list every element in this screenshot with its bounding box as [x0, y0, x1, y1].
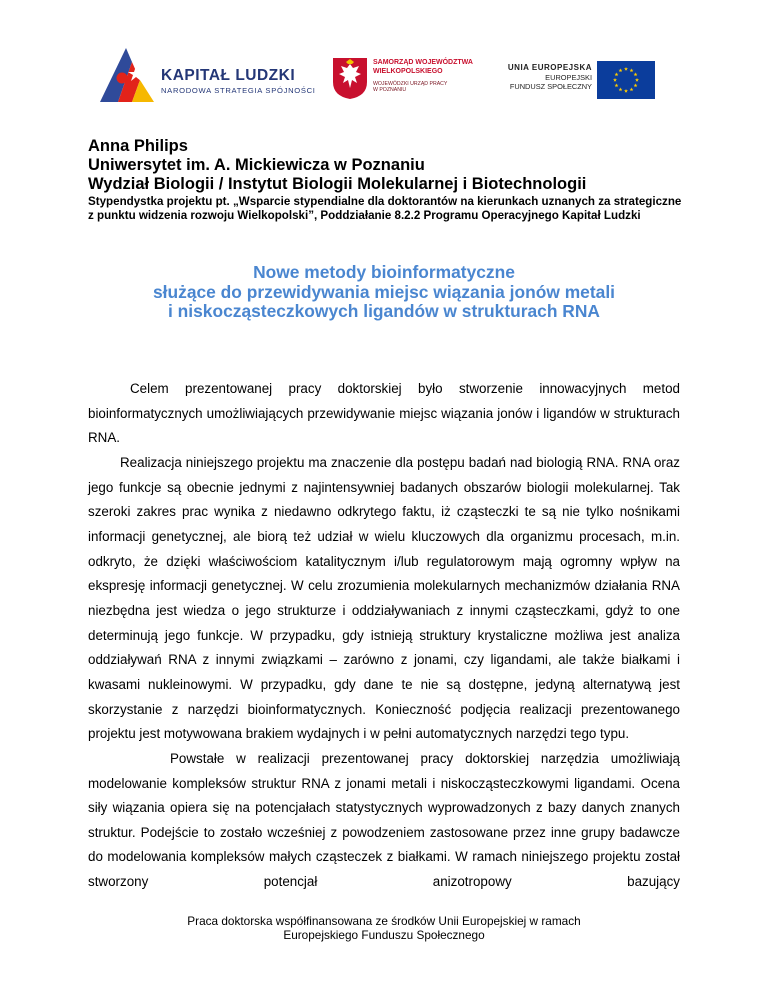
body-text [88, 377, 680, 895]
title-line2: służące do przewidywania miejsc wiązania jonów metali [153, 281, 615, 302]
samorzad-line1: SAMORZĄD WOJEWÓDZTWA [373, 59, 473, 66]
title-line3: i niskocząsteczkowych ligandów w strukturach RNA [168, 301, 600, 321]
paragraph-3: Powstałe w realizacji prezentowanej pracy doktorskiej narzędzia umożliwiają modelowanie kompleksów struktur RNA z jonami metali i niskocząsteczkowymi ligandami. Ocena siły wiązania opiera się na potencjałach statystycznych wyprowadzonych z bazy danych znanych struktur. Podejście to zostało wcześniej z powodzeniem zastosowane przez inne grupy badawcze do modelowania kompleksów małych cząsteczek z białkami. W ramach niniejszego projektu został stworzony potencjał anizotropowy bazujący [88, 750, 680, 890]
kapital-ludzki-title: KAPITAŁ LUDZKI [161, 67, 296, 84]
author-scholarship: Stypendystka projektu pt. „Wsparcie stypendialne dla doktorantów na kierunkach uznanych za strategiczne z punktu widzenia rozwoju Wielkopolski”, Poddziałanie 8.2.2 Programu Operacyjnego Kapitał Ludzki [88, 195, 682, 222]
eu-flag-icon [597, 61, 655, 99]
samorzad-subtitle [373, 81, 447, 93]
header-logos [0, 0, 768, 110]
paragraph-2: Realizacja niniejszego projektu ma znaczenie dla postępu badań nad biologią RNA. RNA oraz jego funkcje są obecnie jednymi z najintensywniej badanych obszarów biologii molekularnej. Tak szeroki zakres prac wynika z niedawno odkrytego faktu, iż cząsteczki te są nie tylko nośnikami informacji genetycznej, ale biorą też udział w wielu kluczowych dla organizmu procesach, m.in. odkryto, że dzięki właściwościom katalitycznym i/lub regulatorowym mają ogromny wpływ na ekspresję informacji genetycznej. W celu zrozumienia molekularnych mechanizmów działania RNA niezbędna jest wiedza o jego strukturze i oddziaływaniach z innymi cząsteczkami, gdyż to one determinują jego funkcje. W przypadku, gdy istnieją struktury krystaliczne możliwa jest analiza oddziaływań RNA z innymi związkami – zarówno z jonami, czy ligandami, ale także białkami i kwasami nukleinowymi. W przypadku, gdy dane te nie są dostępne, jedyną alternatywą jest skorzystanie z narzędzi bioinformatycznych. Konieczność podjęcia realizacji prezentowanego projektu jest motywowana brakiem wydajnych i w pełni automatycznych narzędzi tego typu. [88, 454, 680, 742]
author-university: Uniwersytet im. A. Mickiewicza w Poznaniu [88, 156, 425, 174]
paragraph-1: Celem prezentowanej pracy doktorskiej było stworzenie innowacyjnych metod bioinformatycznych umożliwiających przewidywanie miejsc wiązania jonów i ligandów w strukturach RNA. [88, 381, 680, 446]
samorzad-sub2: W POZNANIU [373, 87, 407, 93]
eu-line2: EUROPEJSKI [545, 72, 592, 82]
footer [88, 914, 680, 942]
kapital-ludzki-subtitle: NARODOWA STRATEGIA SPÓJNOŚCI [161, 86, 316, 95]
kapital-ludzki-logo-icon [96, 44, 158, 106]
document-title [88, 263, 680, 322]
samorzad-title [373, 59, 473, 76]
eu-line3: FUNDUSZ SPOŁECZNY [509, 82, 592, 91]
footer-line1: Praca doktorska współfinansowana ze środków Unii Europejskiej w ramach [187, 914, 581, 928]
footer-line2: Europejskiego Funduszu Społecznego [283, 928, 485, 942]
samorzad-line2: WIELKOPOLSKIEGO [373, 67, 443, 75]
author-name: Anna Philips [88, 137, 188, 155]
eu-logo-text [482, 63, 592, 92]
title-line1: Nowe metody bioinformatyczne [253, 262, 515, 282]
samorzad-sub1: WOJEWÓDZKI URZĄD PRACY [373, 81, 448, 87]
eu-line1: UNIA EUROPEJSKA [507, 63, 592, 72]
wielkopolska-eagle-crest-icon [331, 56, 369, 100]
author-faculty: Wydział Biologii / Instytut Biologii Molekularnej i Biotechnologii [88, 175, 587, 193]
author-block [88, 137, 688, 223]
